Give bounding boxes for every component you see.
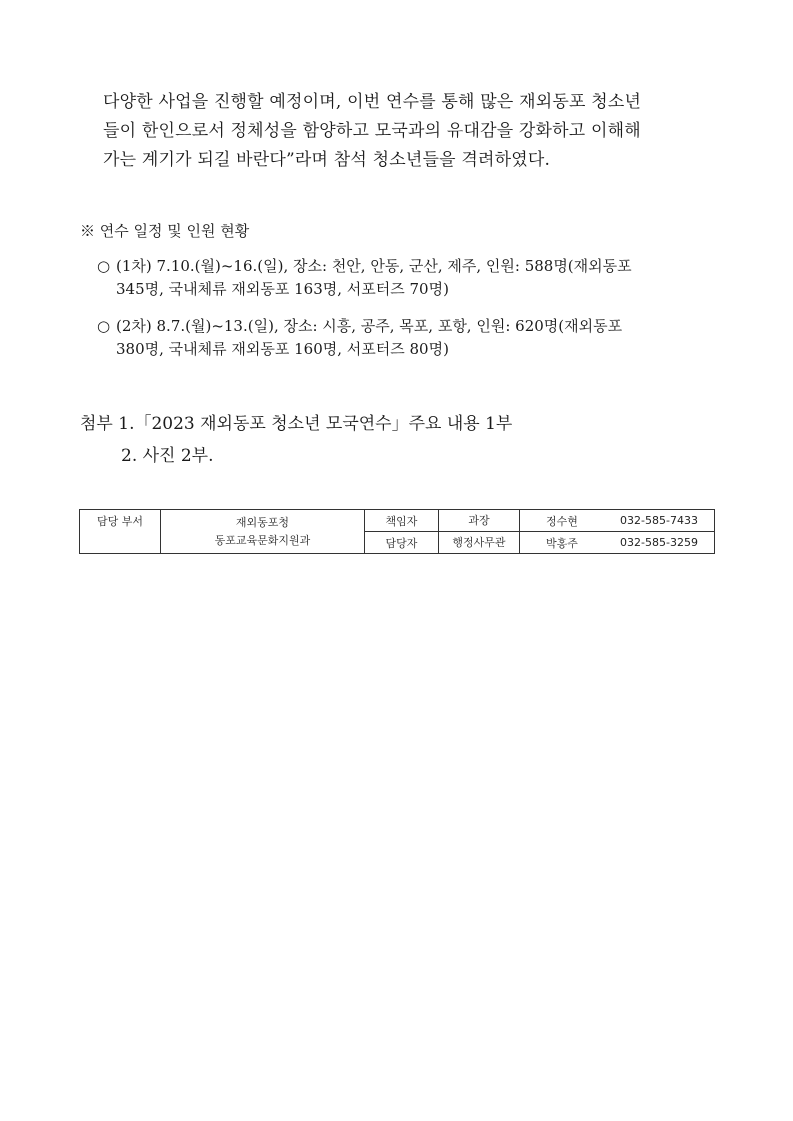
org-name — [161, 510, 365, 554]
schedule-item-1 — [97, 255, 737, 301]
contact-phone: 032-585-3259 — [620, 536, 698, 549]
role-label: 책임자 — [365, 510, 439, 532]
contact-person-name: 정수현 — [546, 514, 578, 528]
attachment-line-1: 첨부 1.「2023 재외동포 청소년 모국연수」주요 내용 1부 — [80, 414, 513, 434]
contact-phone: 032-585-7433 — [620, 514, 698, 527]
contact-row-1 — [439, 510, 715, 532]
contact-table — [79, 509, 715, 554]
paragraph-line: 가는 계기가 되길 바란다”라며 참석 청소년들을 격려하였다. — [103, 150, 551, 170]
schedule-item-2 — [97, 315, 737, 361]
schedule-heading: ※ 연수 일정 및 인원 현황 — [80, 222, 250, 240]
body-paragraph — [103, 88, 723, 175]
schedule-item-text: (1차) 7.10.(월)~16.(일), 장소: 천안, 안동, 군산, 제주, 인원: 588명(재외동포 — [116, 257, 632, 275]
attachments — [80, 408, 512, 472]
schedule-item-text-continued: 380명, 국내체류 재외동포 160명, 서포터즈 80명) — [116, 340, 449, 358]
bullet-circle-icon: ○ — [97, 257, 111, 275]
paragraph-line: 다양한 사업을 진행할 예정이며, 이번 연수를 통해 많은 재외동포 청소년 — [103, 92, 642, 112]
contact-row-2 — [439, 532, 715, 554]
dept-label: 담당 부서 — [80, 510, 161, 554]
paragraph-line: 들이 한인으로서 정체성을 함양하고 모국과의 유대감을 강화하고 이해해 — [103, 121, 641, 141]
bullet-circle-icon: ○ — [97, 317, 111, 335]
schedule-item-text: (2차) 8.7.(월)~13.(일), 장소: 시흥, 공주, 목포, 포항, 인원: 620명(재외동포 — [116, 317, 623, 335]
contact-title: 행정사무관 — [439, 532, 520, 553]
role-label: 담당자 — [365, 532, 439, 554]
org-line-1: 재외동포청 — [235, 515, 290, 529]
schedule-item-text-continued: 345명, 국내체류 재외동포 163명, 서포터즈 70명) — [116, 280, 449, 298]
contact-person-name: 박홍주 — [546, 536, 578, 550]
attachment-line-2: 2. 사진 2부. — [121, 446, 214, 466]
contact-title: 과장 — [439, 510, 520, 531]
org-line-2: 동포교육문화지원과 — [214, 533, 311, 547]
